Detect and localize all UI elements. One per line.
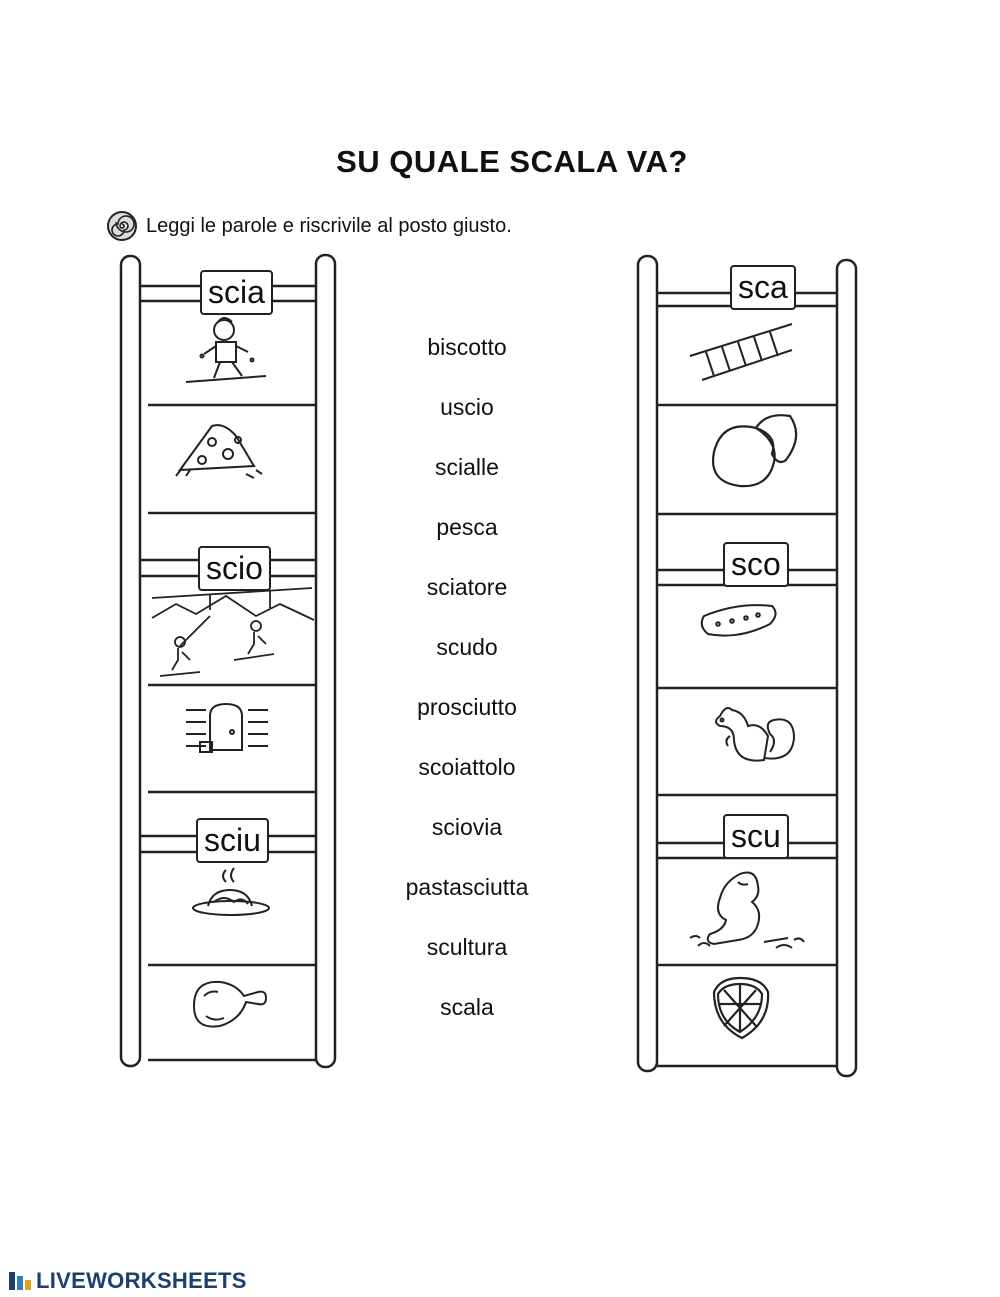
skier-icon xyxy=(182,312,272,392)
word-item[interactable]: sciatore xyxy=(426,574,508,600)
instruction-text: Leggi le parole e riscrivile al posto giusto. xyxy=(146,214,512,237)
door-icon xyxy=(184,700,270,754)
shield-icon xyxy=(710,974,772,1042)
page-title: SU QUALE SCALA VA? xyxy=(336,144,688,179)
footer-logo[interactable] xyxy=(8,1268,247,1294)
ham-icon xyxy=(188,976,268,1034)
word-item[interactable]: uscio xyxy=(440,394,494,420)
label-scio: scio xyxy=(198,546,271,591)
word-item[interactable]: pesca xyxy=(436,514,498,540)
sculpture-icon xyxy=(686,868,810,952)
pasta-plate-icon xyxy=(190,866,272,920)
squirrel-icon xyxy=(706,698,798,768)
label-scia: scia xyxy=(200,270,273,315)
peach-icon xyxy=(706,412,802,490)
word-item[interactable]: scoiattolo xyxy=(418,754,516,780)
word-item[interactable]: scialle xyxy=(435,454,499,480)
word-item[interactable]: prosciutto xyxy=(417,694,517,720)
word-item[interactable]: scala xyxy=(440,994,494,1020)
word-item[interactable]: pastasciutta xyxy=(405,874,529,900)
label-sco: sco xyxy=(723,542,789,587)
shawl-icon xyxy=(172,418,264,482)
label-sciu: sciu xyxy=(196,818,269,863)
label-scu: scu xyxy=(723,814,789,859)
word-item[interactable]: biscotto xyxy=(427,334,507,360)
label-sca: sca xyxy=(730,265,796,310)
ladder-icon xyxy=(688,320,794,382)
footer-brand: LIVEWORKSHEETS xyxy=(36,1268,247,1293)
liveworksheets-logo-icon xyxy=(8,1270,32,1292)
word-item[interactable]: scudo xyxy=(436,634,498,660)
word-item[interactable]: scultura xyxy=(426,934,508,960)
word-item[interactable]: sciovia xyxy=(431,814,503,840)
biscuit-icon xyxy=(696,602,782,638)
ski-lift-icon xyxy=(150,586,316,682)
